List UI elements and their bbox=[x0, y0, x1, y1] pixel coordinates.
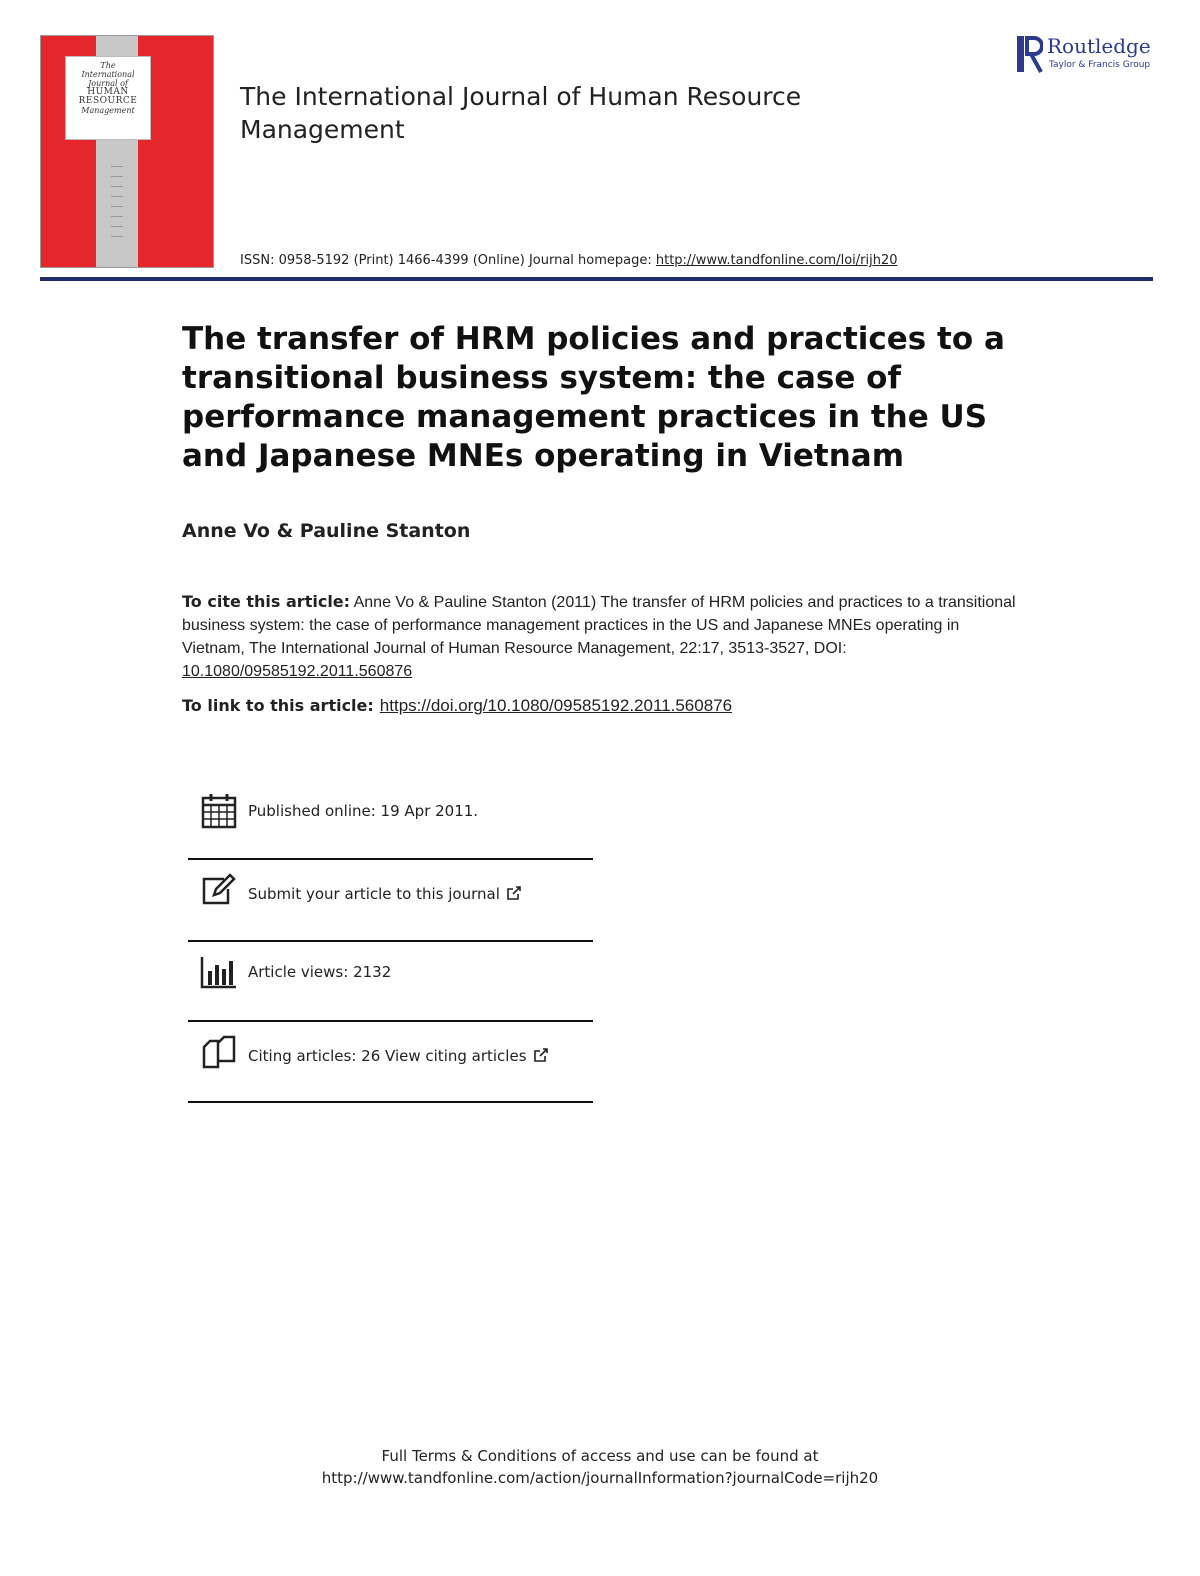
views-row bbox=[188, 943, 593, 1024]
external-link-icon bbox=[533, 1047, 549, 1063]
footer bbox=[0, 1445, 1200, 1489]
routledge-logo bbox=[1017, 34, 1157, 74]
external-link-icon bbox=[506, 885, 522, 901]
cover-ticks bbox=[111, 166, 123, 246]
citation-block bbox=[182, 590, 1022, 683]
meta-divider bbox=[188, 858, 593, 860]
issn-text: ISSN: 0958-5192 (Print) 1466-4399 (Online) Journal homepage: bbox=[240, 253, 656, 268]
article-title: The transfer of HRM policies and practices to a transitional business system: the case of performance management practices in the US and Japanese MNEs operating in Vietnam bbox=[182, 321, 1005, 474]
citing-row[interactable] bbox=[188, 1023, 593, 1104]
footer-terms-text: Full Terms & Conditions of access and use can be found at bbox=[381, 1447, 819, 1465]
submit-article-link[interactable] bbox=[248, 885, 522, 903]
journal-cover-image bbox=[40, 35, 214, 268]
submit-article-label: Submit your article to this journal bbox=[248, 885, 500, 903]
citing-articles-link[interactable] bbox=[248, 1047, 549, 1065]
edit-icon bbox=[200, 871, 238, 909]
cover-line: HUMAN bbox=[87, 87, 129, 97]
copy-icon bbox=[200, 1033, 238, 1071]
cover-line: Journal of bbox=[88, 79, 128, 88]
doi-link[interactable]: 10.1080/09585192.2011.560876 bbox=[182, 663, 413, 680]
cover-line: RESOURCE bbox=[78, 96, 138, 106]
logo-subtitle: Taylor & Francis Group bbox=[1049, 60, 1151, 70]
journal-title: The International Journal of Human Resource Management bbox=[240, 82, 802, 144]
cite-text: Anne Vo & Pauline Stanton (2011) The transfer of HRM policies and practices to a transitional business system: the case of performance management practices in the US and Japanese MNEs operating in Vietnam, The International Journal of Human Resource Management, 22:17, 3513-3527, DOI: bbox=[182, 594, 1016, 657]
submit-row[interactable] bbox=[188, 861, 593, 942]
routledge-logo-icon bbox=[1017, 34, 1043, 74]
header-divider bbox=[40, 277, 1153, 281]
published-date: Published online: 19 Apr 2011. bbox=[248, 802, 479, 820]
citing-articles-label: Citing articles: 26 View citing articles bbox=[248, 1047, 527, 1065]
article-doi-url-link[interactable]: https://doi.org/10.1080/09585192.2011.560876 bbox=[379, 696, 733, 715]
cover-line: International bbox=[81, 70, 135, 79]
calendar-icon bbox=[200, 792, 238, 830]
cite-label: To cite this article: bbox=[182, 592, 351, 611]
journal-homepage-link[interactable]: http://www.tandfonline.com/loi/rijh20 bbox=[655, 253, 898, 268]
logo-name: Routledge bbox=[1047, 34, 1151, 58]
article-views: Article views: 2132 bbox=[248, 963, 392, 981]
footer-terms-link[interactable]: http://www.tandfonline.com/action/journalInformation?journalCode=rijh20 bbox=[321, 1469, 879, 1487]
article-link-line bbox=[182, 696, 732, 716]
meta-divider bbox=[188, 940, 593, 942]
published-row bbox=[188, 780, 593, 861]
meta-divider bbox=[188, 1020, 593, 1022]
cover-line: Management bbox=[81, 106, 135, 115]
meta-divider bbox=[188, 1101, 593, 1103]
link-label: To link to this article: bbox=[182, 696, 374, 715]
cover-line: The bbox=[100, 61, 116, 70]
issn-line bbox=[240, 253, 898, 268]
cover-title-panel bbox=[65, 56, 151, 140]
article-authors: Anne Vo & Pauline Stanton bbox=[182, 520, 471, 542]
bar-chart-icon bbox=[200, 953, 238, 991]
